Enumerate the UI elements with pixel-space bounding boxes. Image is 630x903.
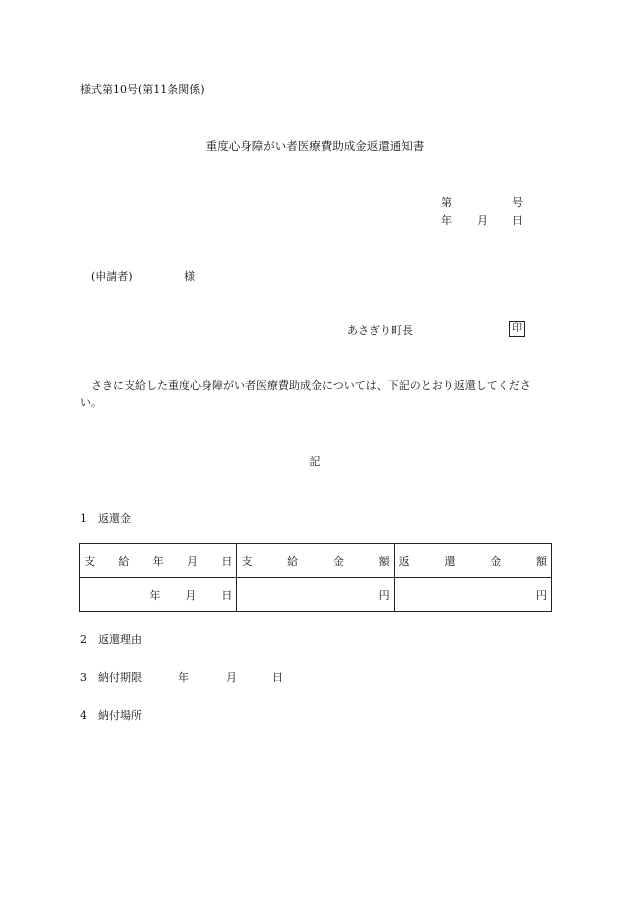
header-payment-date: 支 給 年 月 日 bbox=[80, 544, 237, 578]
seal-mark: 印 bbox=[509, 321, 525, 337]
issue-date-month: 月 bbox=[477, 214, 488, 227]
header-paid-amount: 支 給 金 額 bbox=[237, 544, 394, 578]
deadline-year: 年 bbox=[178, 671, 189, 684]
item-payment-deadline bbox=[80, 669, 142, 685]
ki-heading: 記 bbox=[309, 455, 321, 468]
item-refund-amount bbox=[80, 510, 131, 526]
table-header-row bbox=[80, 544, 552, 578]
item-label: 納付期限 bbox=[98, 671, 142, 684]
item-number: 2 bbox=[80, 633, 87, 646]
applicant-label: (申請者) bbox=[91, 270, 133, 283]
issue-number-prefix: 第 bbox=[441, 196, 452, 209]
body-paragraph: さきに支給した重度心身障がい者医療費助成金については、下記のとおり返還してください。 bbox=[80, 379, 531, 409]
applicant-honorific: 様 bbox=[184, 270, 195, 283]
item-number: 3 bbox=[80, 671, 87, 684]
item-refund-reason bbox=[80, 631, 142, 647]
item-label: 返還金 bbox=[98, 512, 131, 525]
cell-paid-amount: 円 bbox=[237, 578, 394, 612]
document-title: 重度心身障がい者医療費助成金返還通知書 bbox=[205, 139, 425, 153]
item-payment-place bbox=[80, 707, 142, 723]
deadline-month: 月 bbox=[226, 671, 237, 684]
cell-payment-date: 年 月 日 bbox=[80, 578, 237, 612]
header-refund-amount: 返 還 金 額 bbox=[394, 544, 551, 578]
refund-table bbox=[79, 543, 552, 612]
deadline-day: 日 bbox=[272, 671, 283, 684]
issue-number-suffix: 号 bbox=[512, 196, 523, 209]
issue-date-year: 年 bbox=[441, 214, 452, 227]
issuer-name: あさぎり町長 bbox=[347, 324, 413, 337]
item-number: 4 bbox=[80, 709, 87, 722]
item-number: 1 bbox=[80, 512, 87, 525]
issue-date-day: 日 bbox=[512, 214, 523, 227]
cell-refund-amount: 円 bbox=[394, 578, 551, 612]
item-label: 納付場所 bbox=[98, 709, 142, 722]
form-number: 様式第10号(第11条関係) bbox=[80, 83, 205, 96]
item-label: 返還理由 bbox=[98, 633, 142, 646]
table-row bbox=[80, 578, 552, 612]
